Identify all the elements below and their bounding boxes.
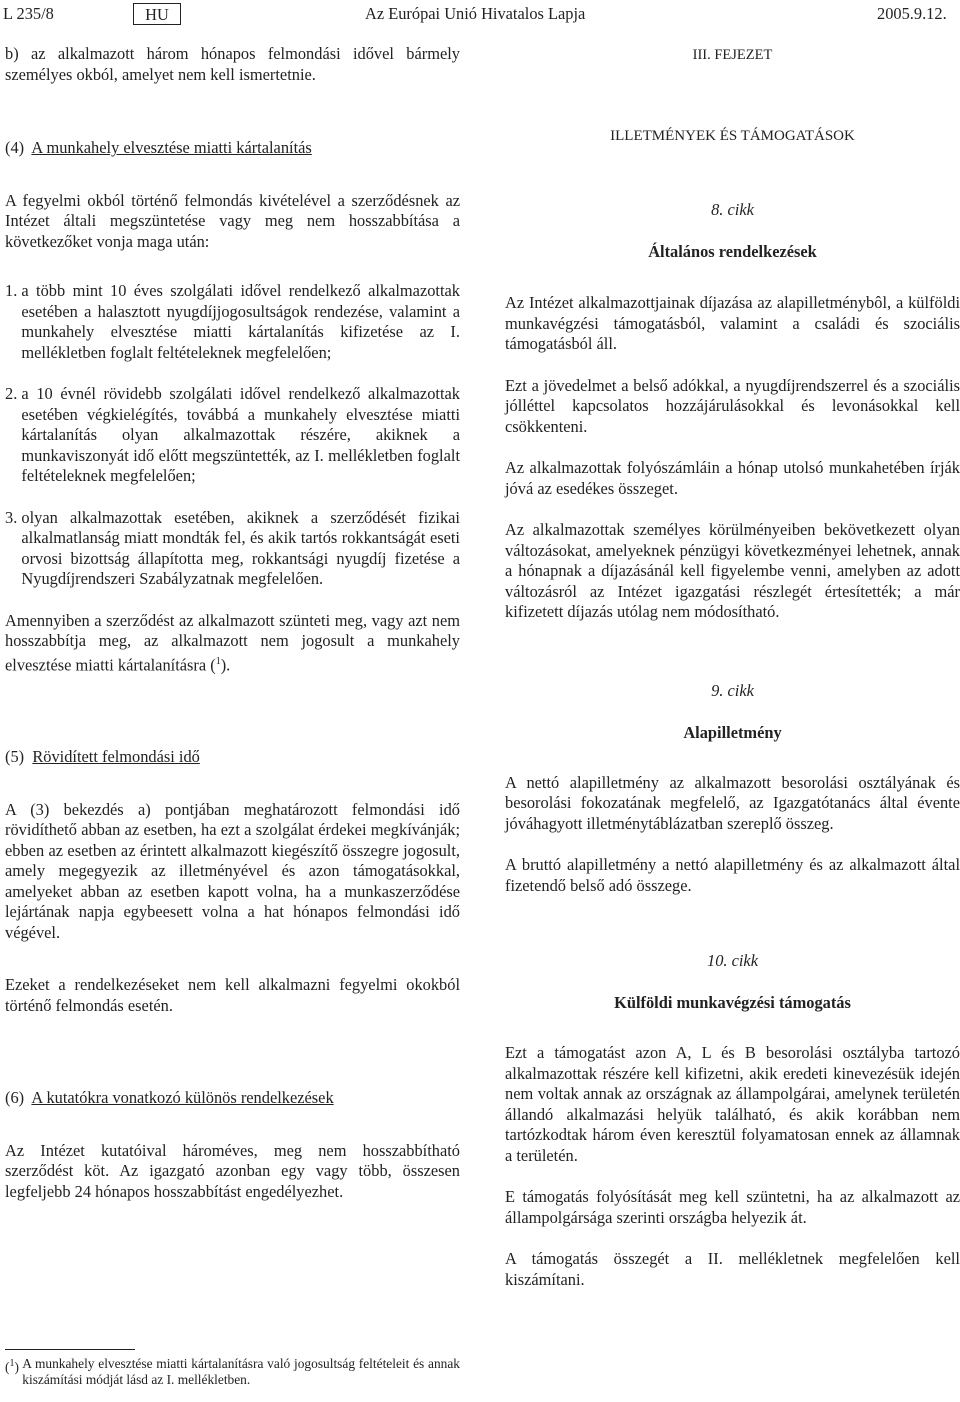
closing-text: Amennyiben a szerződést az alkalmazott szünteti meg, vagy azt nem hosszabbítja meg, az alkalmazott nem jogosult a munkahely elvesztése miatti kártalanításra ( [5, 610, 460, 674]
journal-title: Az Európai Unió Hivatalos Lapja [365, 4, 586, 23]
language-badge: HU [133, 3, 181, 25]
article-8-paragraph: Ezt a jövedelmet a belső adókkal, a nyugdíjrendszerrel és a szociális jólléttel kapcsolatos hozzájárulásokkal és levonásokkal kell csökkenteni. [505, 375, 960, 436]
list-text: a 10 évnél rövidebb szolgálati idővel rendelkező alkalmazottak esetében végkielégítés, továbbá a munkahely elvesztése miatti kártalanítás olyan alkalmazottak részére, akiknek a munkaviszonyát idő előtt megszüntették, az I. mellékletben foglalt feltételeknek megfelelően; [21, 384, 460, 485]
article-8-label: 8. cikk [711, 200, 754, 219]
section-4-intro: A fegyelmi okból történő felmondás kivételével a szerződésnek az Intézet általi megszüntetése vagy meg nem hosszabbítása a következőket vonja maga után: [5, 190, 460, 251]
section-title: Rövidített felmondási idő [32, 747, 200, 767]
article-10-paragraph: Ezt a támogatást azon A, L és B besorolási osztályba tartozó alkalmazottak részére kell kifizetni, akik eredeti kinevezésük idején nem voltak annak az országnak az állampolgárai, amelynek területén állandó alkalmazási helyük található, és akik korábban nem tartózkodtak három éven keresztül folyamatosan ennek az államnak a területén. [505, 1043, 960, 1165]
footnote-number: 1 [9, 1358, 15, 1369]
article-9-paragraph: A nettó alapilletmény az alkalmazott besorolási osztályának és besorolási fokozatának megfelelő, az Igazgatótanács által évente jóváhagyott illetménytáblázatban szereplő összeg. [505, 772, 960, 833]
chapter-title: ILLETMÉNYEK ÉS TÁMOGATÁSOK [610, 128, 855, 144]
article-8-title: Általános rendelkezések [648, 242, 817, 261]
chapter-label: III. FEJEZET [692, 47, 773, 63]
article-8-paragraph: Az Intézet alkalmazottjainak díjazása az alapilletménybôl, a külföldi munkavégzési támogatásból, valamint a családi és szociális támogatásból áll. [505, 293, 960, 353]
list-text: a több mint 10 éves szolgálati idővel rendelkező alkalmazottak esetében a halasztott nyugdíjjogosultságok rendezése, valamint a munkahely elvesztése miatti kártalanítás kifizetése az I. mellékletben foglalt feltételeknek megfelelően; [21, 281, 460, 362]
article-9-title: Alapilletmény [683, 722, 782, 742]
list-item [5, 281, 460, 363]
section-title: A munkahely elvesztése miatti kártalanítás [31, 138, 312, 157]
list-number: 3. [5, 507, 18, 527]
article-8-paragraph: Az alkalmazottak személyes körülményeiben bekövetkezett olyan változásokat, amelyeknek pénzügyi következményei lehetnek, annak a hónapnak a díjazásánál kell figyelembe venni, amelyben az adott változásról az Intézet igazgatási részlegét értesítették; a már kifizetett díjazás utólag nem módosítható. [505, 520, 960, 621]
section-4-closing [5, 611, 460, 676]
paragraph-b: b) az alkalmazott három hónapos felmondási idővel bármely személyes okból, amelyet nem kell ismertetnie. [5, 44, 460, 84]
page-header [0, 3, 960, 25]
section-number: (6) [5, 1088, 25, 1108]
section-5-paragraph: Ezeket a rendelkezéseket nem kell alkalmazni fegyelmi okokból történő felmondás esetén. [5, 975, 460, 1015]
section-title: A kutatókra vonatkozó különös rendelkezések [31, 1088, 334, 1108]
footnote-ref[interactable]: 1 [215, 655, 221, 667]
section-6-paragraph: Az Intézet kutatóival hároméves, meg nem hosszabbítható szerződést köt. Az igazgató azonban egy vagy több, összesen legfeljebb 24 hónapos hosszabbítást engedélyezhet. [5, 1140, 460, 1201]
article-10-paragraph: E támogatás folyósítását meg kell szüntetni, ha az alkalmazott az állampolgársága szerinti országba helyezik át. [505, 1187, 960, 1227]
list-text: olyan alkalmazottak esetében, akiknek a szerződését fizikai alkalmatlanság miatt mondták fel, és akik tartós rokkantságát eseti orvosi bizottság állapította meg, rokkantsági nyugdíj fizetése a Nyugdíjrendszeri Szabályzatnak megfelelően. [21, 507, 460, 588]
section-number: (5) [5, 747, 25, 767]
footnote [5, 1356, 460, 1388]
article-10-title: Külföldi munkavégzési támogatás [614, 993, 851, 1012]
section-4-heading [5, 138, 460, 159]
list-item [5, 508, 460, 590]
publication-date: 2005.9.12. [877, 4, 947, 23]
article-8-paragraph: Az alkalmazottak folyószámláin a hónap utolsó munkahetében írják jóvá az esedékes összeget. [505, 458, 960, 498]
page-reference: L 235/8 [3, 4, 54, 23]
footnote-divider [5, 1349, 135, 1350]
closing-end: ). [220, 654, 231, 674]
list-item [5, 384, 460, 487]
article-10-paragraph: A támogatás összegét a II. mellékletnek megfelelően kell kiszámítani. [505, 1249, 960, 1289]
right-column [505, 44, 960, 1290]
article-9-paragraph: A bruttó alapilletmény a nettó alapilletmény és az alkalmazott által fizetendő belső adó összege. [505, 855, 960, 895]
list-number: 1. [5, 281, 18, 300]
article-10-label: 10. cikk [707, 951, 758, 970]
footnote-mark: ($^1$) [5, 1358, 23, 1375]
section-5-paragraph: A (3) bekezdés a) pontjában meghatározott felmondási idő rövidíthető abban az esetben, ha ezt a szolgálat érdekei megkívánják; ebben az esetben az érintett alkalmazott kiegészítő összegre jogosult, amely megegyezik az illetményével és azon támogatásokkal, amelyeket abban az esetben kapott volna, ha a munkaszerződése lejártának napja egybeesett volna a hat hónapos felmondási idő végével. [5, 799, 460, 942]
left-column [5, 44, 460, 1202]
section-number: (4) [5, 138, 25, 157]
section-6-heading [5, 1088, 460, 1109]
section-5-heading [5, 747, 460, 768]
footnote-text: A munkahely elvesztése miatti kártalanításra való jogosultság feltételeit és annak kiszámítási módját lásd az I. mellékletben. [22, 1356, 460, 1387]
article-9-label: 9. cikk [711, 680, 754, 700]
list-number: 2. [5, 384, 18, 403]
